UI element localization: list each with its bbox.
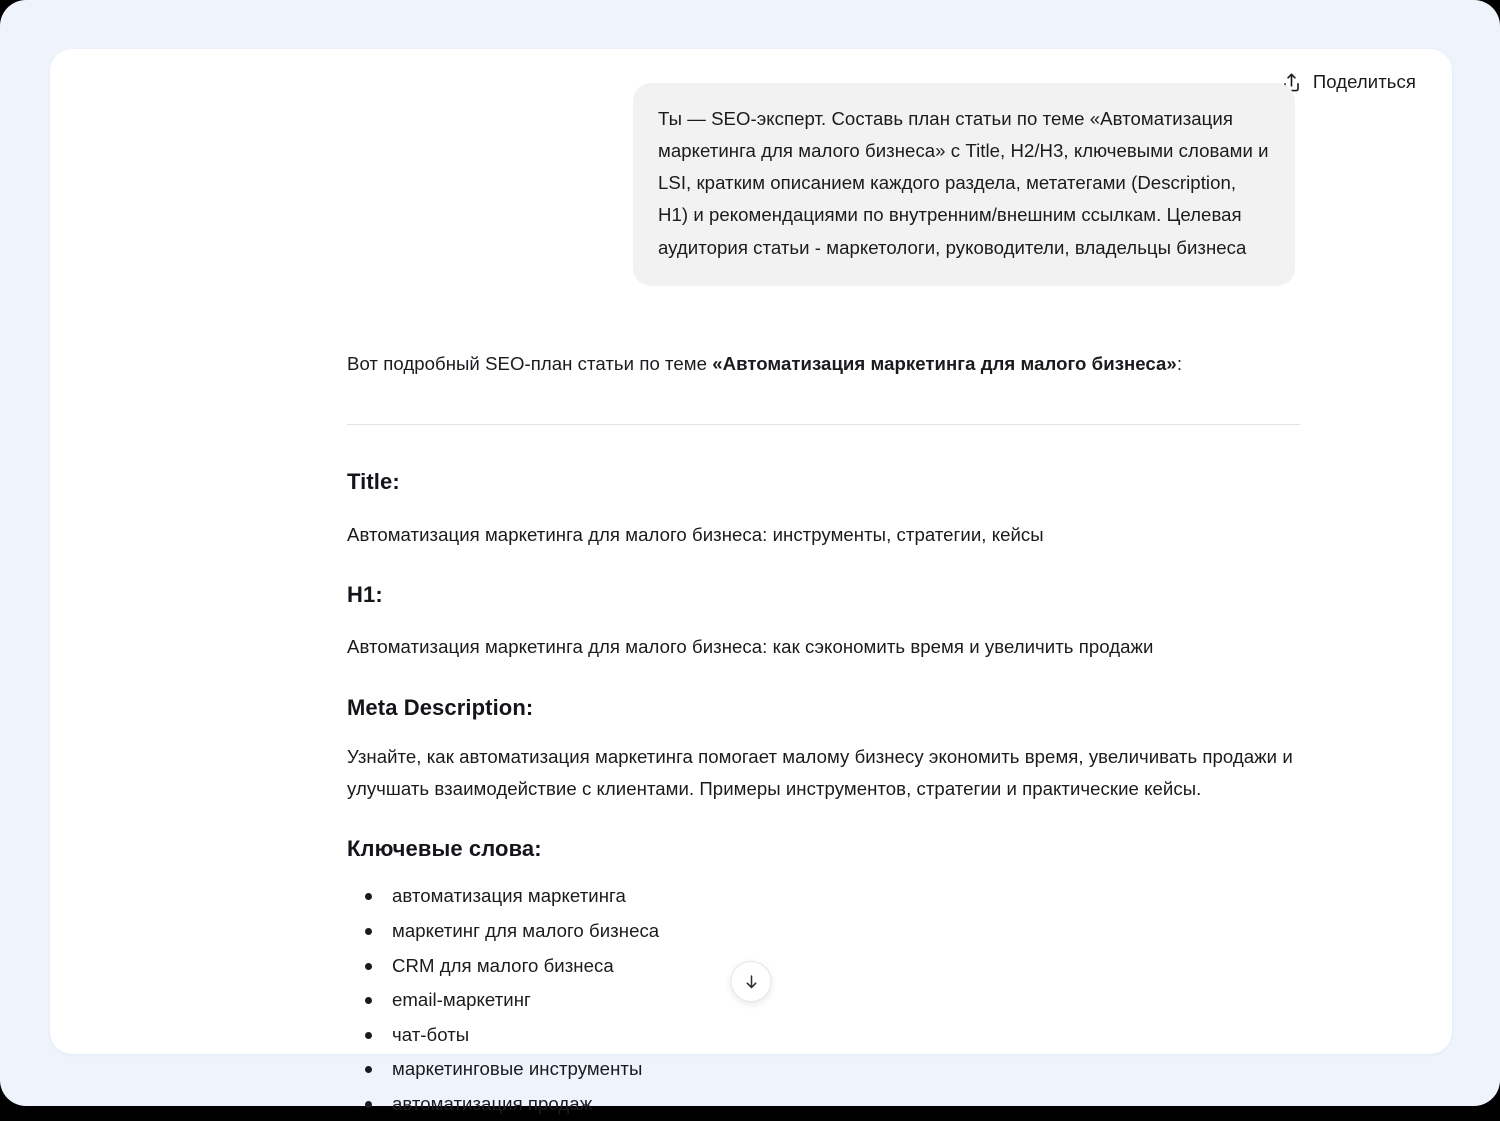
intro-topic: «Автоматизация маркетинга для малого бизнеса» xyxy=(712,353,1177,374)
section-h1-body: Автоматизация маркетинга для малого бизнеса: как сэкономить время и увеличить продажи xyxy=(347,635,1154,657)
section-title-heading: Title: xyxy=(347,468,400,494)
keyword-list-item: чат-боты xyxy=(390,1018,1307,1053)
user-message-bubble: Ты — SEO-эксперт. Составь план статьи по теме «Автоматизация маркетинга для малого бизнеса» с Title, H2/H3, ключевыми словами и LSI, кратким описанием каждого раздела, метатегами (Description, H1) и рекомендациями по внутренним/внешним ссылкам. Целевая аудитория статьи - маркетологи, руководители, владельцы бизнеса xyxy=(633,83,1295,286)
section-title xyxy=(347,469,1307,551)
share-button-label: Поделиться xyxy=(1312,71,1416,93)
user-turn xyxy=(50,83,1452,286)
section-divider xyxy=(347,424,1300,425)
keyword-list-item: маркетинг для малого бизнеса xyxy=(390,914,1307,949)
section-keywords xyxy=(347,836,1307,1121)
section-h1 xyxy=(347,582,1307,663)
arrow-down-icon xyxy=(741,972,761,992)
scroll-to-bottom-button[interactable] xyxy=(731,961,772,1002)
keyword-list-item: автоматизация продаж xyxy=(390,1087,1307,1121)
section-h1-heading: H1: xyxy=(347,581,383,607)
section-title-body: Автоматизация маркетинга для малого бизнеса: инструменты, стратегии, кейсы xyxy=(347,523,1044,545)
section-meta-description xyxy=(347,695,1307,805)
keyword-list xyxy=(347,879,1307,1121)
conversation-scroll-area[interactable] xyxy=(50,49,1452,1114)
conversation-card xyxy=(50,49,1452,1114)
assistant-intro-paragraph xyxy=(347,350,1307,379)
keyword-list-item: маркетинговые инструменты xyxy=(390,1052,1307,1087)
intro-suffix: : xyxy=(1176,353,1183,374)
keyword-list-item: CRM для малого бизнеса xyxy=(390,949,1307,984)
section-meta-description-heading: Meta Description: xyxy=(347,695,534,721)
intro-prefix: Вот подробный SEO-план статьи по теме xyxy=(347,353,713,374)
keyword-list-item: автоматизация маркетинга xyxy=(390,879,1307,914)
assistant-turn xyxy=(347,350,1307,1121)
section-meta-description-body: Узнайте, как автоматизация маркетинга помогает малому бизнесу экономить время, увеличивать продажи и улучшать взаимодействие с клиентами. Примеры инструментов, стратегии и практические кейсы. xyxy=(347,746,1293,800)
section-keywords-heading: Ключевые слова: xyxy=(347,836,542,862)
keyword-list-item: email-маркетинг xyxy=(390,983,1307,1018)
